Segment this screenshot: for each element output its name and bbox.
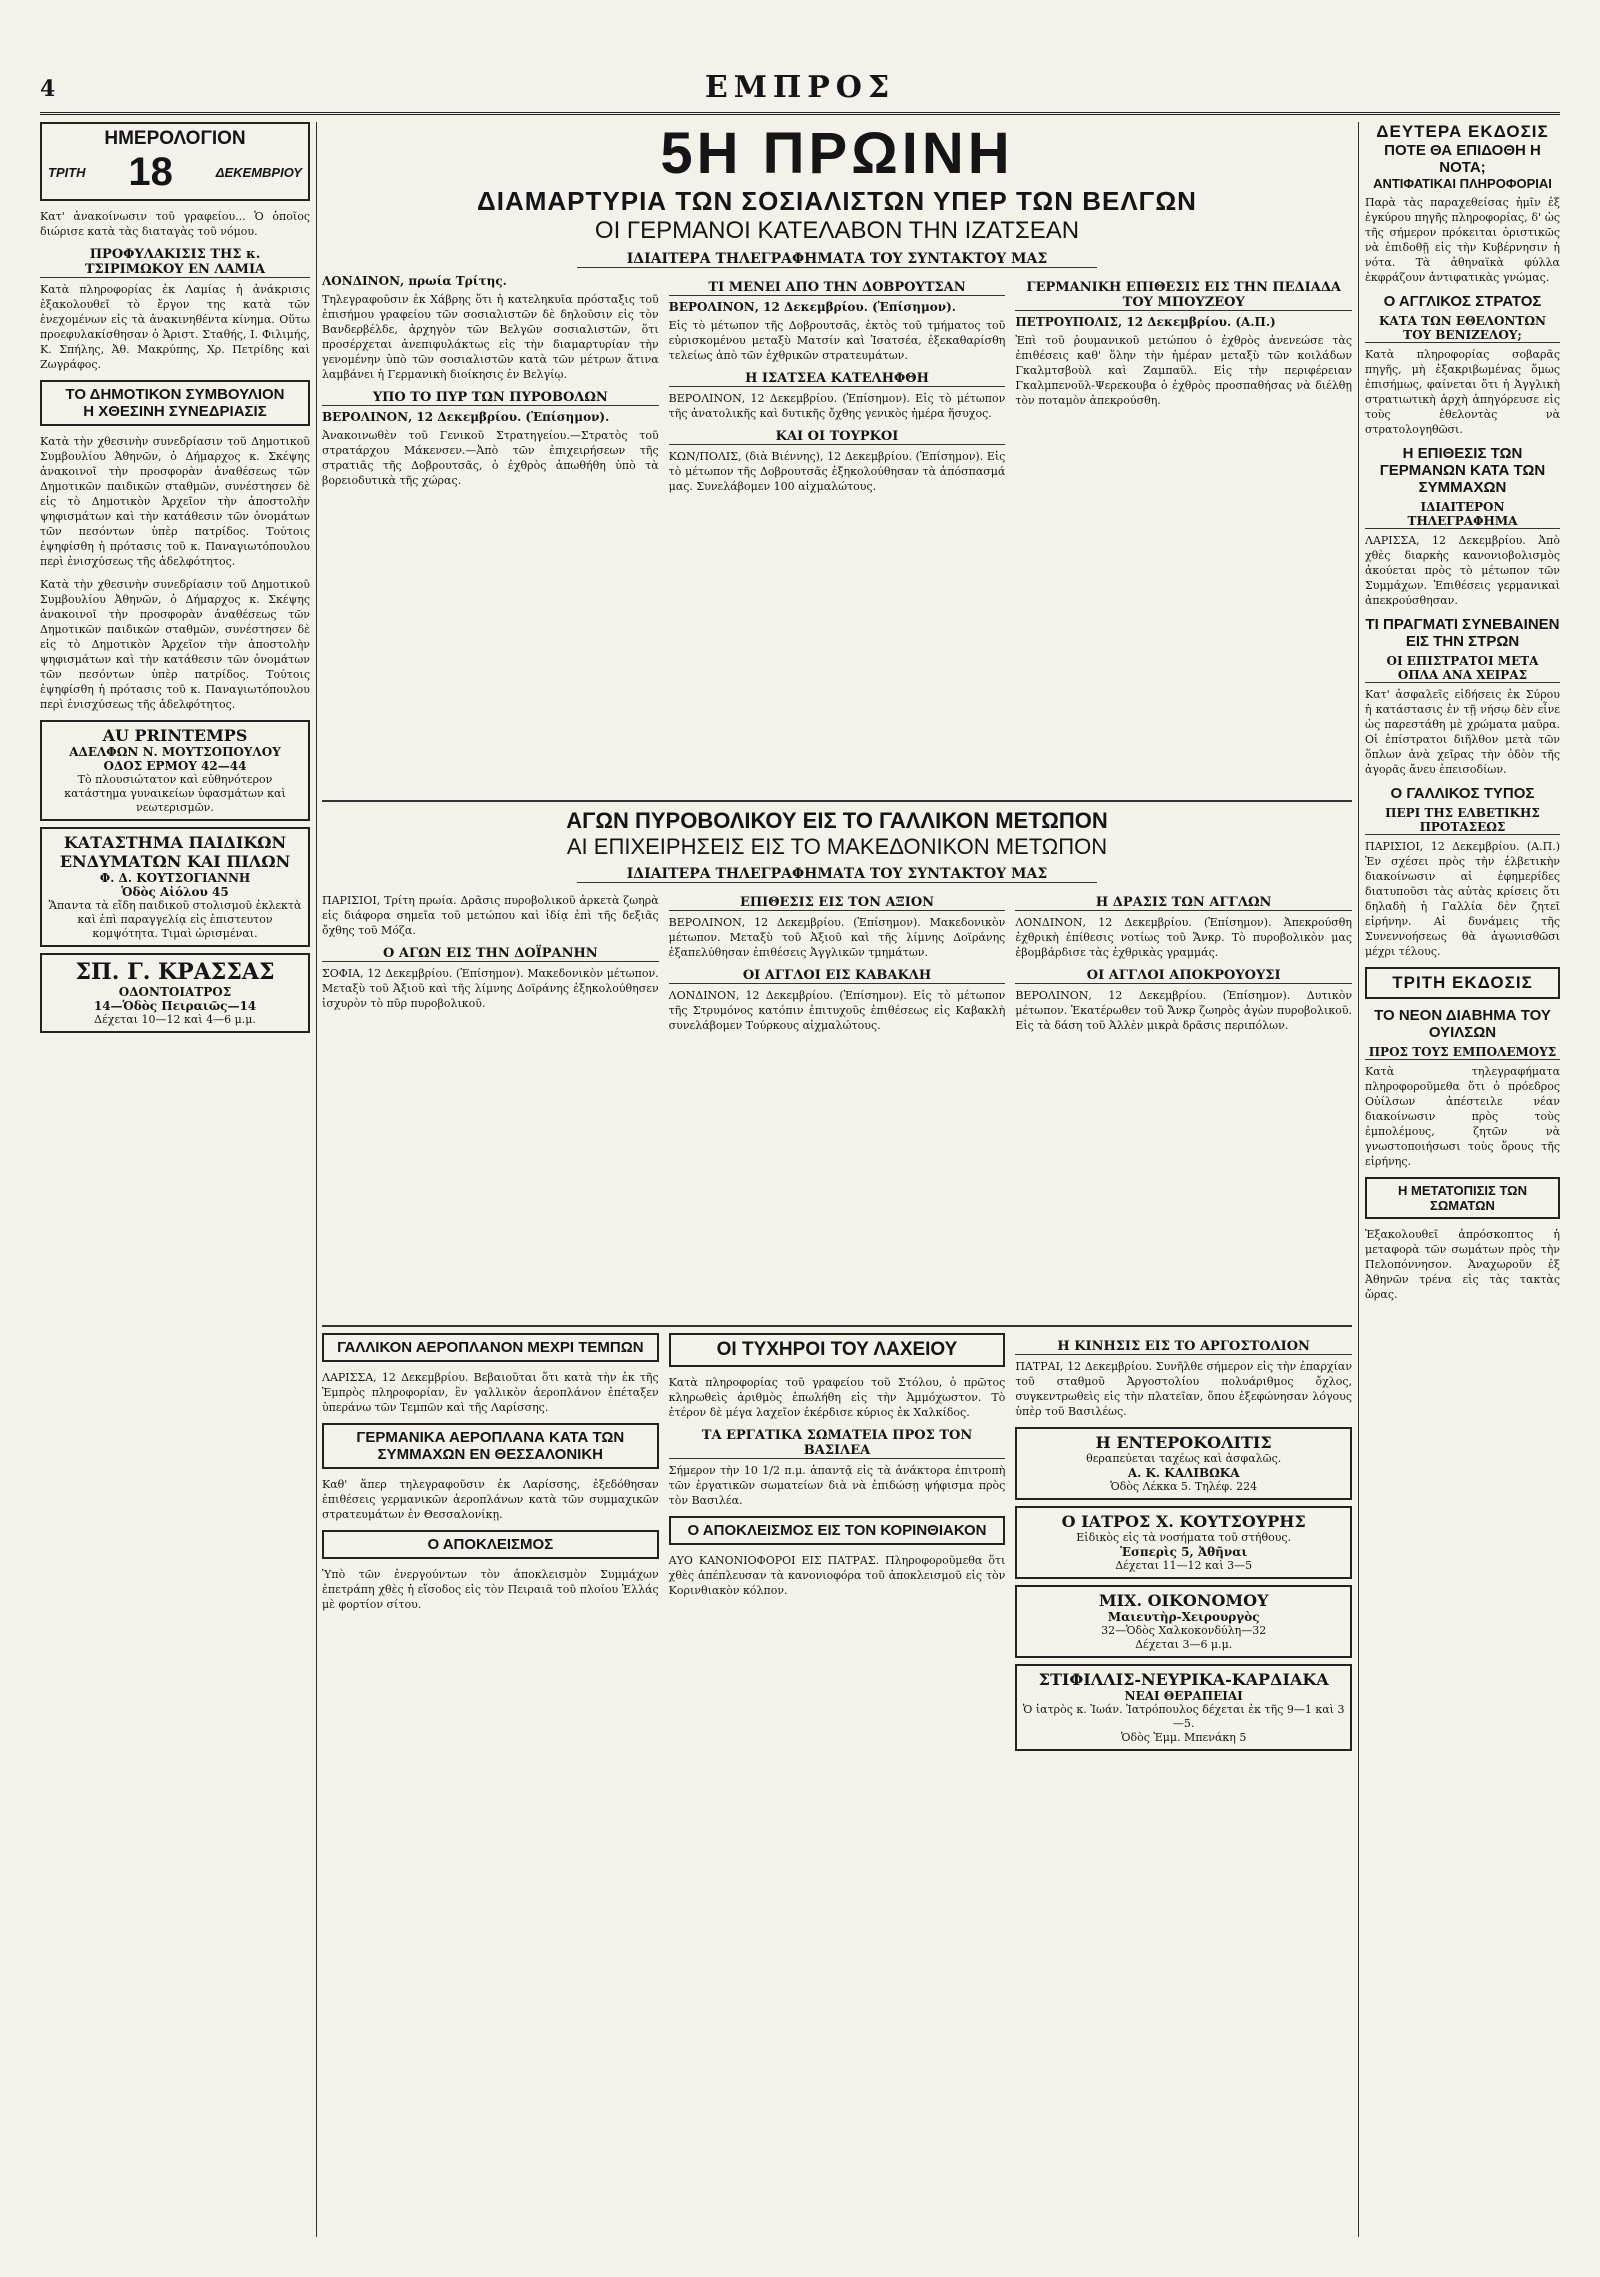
ad-obstetrician bbox=[1015, 1585, 1352, 1658]
band-col-3 bbox=[1015, 889, 1352, 1319]
news-col-3 bbox=[1015, 274, 1352, 794]
article-headline: ΠΟΤΕ ΘΑ ΕΠΙΔΟΘΗ Η ΝΟΤΑ; bbox=[1384, 142, 1541, 176]
article-body: ΛΟΝΔΙΝΟΝ, 12 Δεκεμβρίου. (Ἐπίσημον). Ἀπεκρούσθη ἐχθρικὴ ἐπίθεσις νοτίως τοῦ Ἄνκρ. Τὸ πυροβολικὸν μας ἐβομβάρδισε τὰς ἐχθρικὰς γραμμάς. bbox=[1015, 916, 1352, 959]
calendar-date: 18 bbox=[128, 150, 173, 194]
calendar-box bbox=[40, 122, 310, 201]
ad-doctor bbox=[1015, 1506, 1352, 1579]
ad-owner: Φ. Δ. ΚΟΥΤΣΟΓΙΑΝΝΗ bbox=[99, 871, 251, 885]
article-headline: Η ΚΙΝΗΣΙΣ ΕΙΣ ΤΟ ΑΡΓΟΣΤΟΛΙΟΝ bbox=[1015, 1339, 1352, 1355]
band-headline-1: ΑΓΩΝ ΠΥΡΟΒΟΛΙΚΟΥ ΕΙΣ ΤΟ ΓΑΛΛΙΚΟΝ ΜΕΤΩΠΟΝ bbox=[566, 808, 1108, 833]
ad-text: Εἰδικὸς εἰς τὰ νοσήματα τοῦ στήθους. bbox=[1076, 1531, 1292, 1544]
ad-name: ΣΠ. Γ. ΚΡΑΣΣΑΣ bbox=[75, 959, 275, 985]
ad-text: Δέχεται 3—6 μ.μ. bbox=[1135, 1638, 1233, 1651]
article-headline: ΓΕΡΜΑΝΙΚΑ ΑΕΡΟΠΛΑΝΑ ΚΑΤΑ ΤΩΝ ΣΥΜΜΑΧΩΝ ΕΝ ΘΕΣΣΑΛΟΝΙΚΗ bbox=[322, 1423, 659, 1469]
calendar-title: ΗΜΕΡΟΛΟΓΙΟΝ bbox=[104, 128, 246, 149]
ad-text: Ὁ ἰατρὸς κ. Ἰωάν. Ἰατρόπουλος δέχεται ἐκ τῆς 9—1 καὶ 3—5. bbox=[1022, 1703, 1345, 1730]
divider bbox=[322, 800, 1352, 802]
article-headline: ΟΙ ΤΥΧΗΡΟΙ ΤΟΥ ΛΑΧΕΙΟΥ bbox=[669, 1333, 1006, 1367]
article-headline: ΤΑ ΕΡΓΑΤΙΚΑ ΣΩΜΑΤΕΙΑ ΠΡΟΣ ΤΟΝ ΒΑΣΙΛΕΑ bbox=[669, 1428, 1006, 1459]
arrest-body: Κατὰ πληροφορίας ἐκ Λαμίας ἡ ἀνάκρισις ἐξακολουθεῖ τὸ ἔργον της κατὰ τῶν ἐνεχομένων εἰς τὰ ἀνακινηθέντα κίνημα. Οὕτω προεφυλακίσθησαν ὁ Ἀριστ. Σταθής, Ι. Φιλιμής, Κ. Σπήλης, Ἀθ. Μακρύπης, Χρ. Πετρίδης καὶ Ζωγράφος. bbox=[40, 283, 310, 371]
lower-col-3 bbox=[1015, 1333, 1352, 1757]
article-body: Σήμερον τὴν 10 1/2 π.μ. ἀπαντᾷ εἰς τὰ ἀνάκτορα ἐπιτροπὴ τῶν ἐργατικῶν σωματείων διὰ νὰ ἐπιδώσῃ ψήφισμα πρὸς τὸν Βασιλέα. bbox=[668, 1464, 1006, 1507]
news-col-2 bbox=[669, 274, 1006, 794]
edition-title: 5Η ΠΡΩΙΝΗ bbox=[660, 122, 1014, 186]
article-body: ΠΑΤΡΑΙ, 12 Δεκεμβρίου. Συνῆλθε σήμερον εἰς τὴν ἐπαρχίαν τοῦ σταθμοῦ Ἀργοστολίου πολυάριθμος ὄχλος, συγκεντρωθεὶς εἰς τὴν πλατεῖαν, ὅπου ἐξεφώνησαν λόγους ὑπὲρ τοῦ Βασιλέως. bbox=[1015, 1360, 1352, 1418]
center-block bbox=[322, 122, 1352, 2232]
article-headline: Ο ΑΠΟΚΛΕΙΣΜΟΣ bbox=[322, 1530, 659, 1559]
special-telegrams: ΙΔΙΑΙΤΕΡΑ ΤΗΛΕΓΡΑΦΗΜΑΤΑ ΤΟΥ ΣΥΝΤΑΚΤΟΥ ΜΑΣ bbox=[577, 251, 1097, 268]
article-headline: ΤΙ ΠΡΑΓΜΑΤΙ ΣΥΝΕΒΑΙΝΕΝ ΕΙΣ ΤΗΝ ΣΤΡΩΝ bbox=[1365, 616, 1560, 650]
article-subheadline: ΟΙ ΕΠΙΣΤΡΑΤΟΙ ΜΕΤΑ ΟΠΛΑ ΑΝΑ ΧΕΙΡΑΣ bbox=[1365, 654, 1560, 683]
article-subheadline: ΠΡΟΣ ΤΟΥΣ ΕΜΠΟΛΕΜΟΥΣ bbox=[1365, 1045, 1560, 1060]
dateline: ΛΟΝΔΙΝΟΝ, πρωία Τρίτης. bbox=[322, 274, 507, 288]
article-body: ΠΑΡΙΣΙΟΙ, Τρίτη πρωία. Δρᾶσις πυροβολικοῦ ἀρκετὰ ζωηρὰ εἰς διάφορα σημεῖα τοῦ μετώπου καὶ ἰδίᾳ ἐπὶ τῆς δεξιᾶς ὄχθης τοῦ Μόζα. bbox=[322, 894, 659, 937]
article-subheadline: ΑΝΤΙΦΑΤΙΚΑΙ ΠΛΗΡΟΦΟΡΙΑΙ bbox=[1373, 176, 1552, 191]
ad-name: Ο ΙΑΤΡΟΣ Χ. ΚΟΥΤΣΟΥΡΗΣ bbox=[1061, 1512, 1306, 1531]
lower-col-1 bbox=[322, 1333, 659, 1757]
article-headline: ΟΙ ΑΓΓΛΟΙ ΕΙΣ ΚΑΒΑΚΛΗ bbox=[669, 968, 1006, 984]
ad-address: Ὁδὸς Λέκκα 5. Τηλέφ. 224 bbox=[1110, 1480, 1258, 1493]
band-col-1 bbox=[322, 889, 659, 1319]
ad-name: AU PRINTEMPS bbox=[102, 726, 248, 745]
column-rule bbox=[1358, 122, 1359, 2237]
ad-address: Ὁδὸς Ἐμμ. Μπενάκη 5 bbox=[1121, 1731, 1247, 1744]
ad-au-printemps bbox=[40, 720, 310, 821]
dateline: ΒΕΡΟΛΙΝΟΝ, 12 Δεκεμβρίου. (Ἐπίσημον). bbox=[668, 300, 956, 314]
news-columns-middle bbox=[322, 889, 1352, 1319]
article-body: Ἐξακολουθεῖ ἀπρόσκοπτος ἡ μεταφορὰ τῶν σωμάτων πρὸς τὴν Πελοπόννησον. Ἀναχωροῦν ἐξ Ἀθηνῶν τρένα εἰς τὰς τακτὰς ὥρας. bbox=[1365, 1228, 1560, 1301]
band-headline-2: ΑΙ ΕΠΙΧΕΙΡΗΣΕΙΣ ΕΙΣ ΤΟ ΜΑΚΕΔΟΝΙΚΟΝ ΜΕΤΩΠΟΝ bbox=[566, 834, 1108, 859]
article-body: ΠΑΡΙΣΙΟΙ, 12 Δεκεμβρίου. (Α.Π.) Ἐν σχέσει πρὸς τὴν ἐλβετικὴν διακοίνωσιν αἱ ἐφημερίδες διατυποῦσι τὰς αὐτὰς κρίσεις ὅτι δηλαδὴ ἡ Γαλλία δὲν ζητεῖ εἰρήνην. Αἱ δυνάμεις τῆς Συνεννοήσεως θὰ ἀγωνισθῶσι μέχρι τέλους. bbox=[1365, 840, 1560, 958]
ad-owner: Ἑσπερὶς 5, Ἀθῆναι bbox=[1120, 1545, 1248, 1559]
ad-name: Η ΕΝΤΕΡΟΚΟΛΙΤΙΣ bbox=[1095, 1433, 1272, 1452]
article-body: Καθ' ἅπερ τηλεγραφοῦσιν ἐκ Λαρίσσης, ἐξεδόθησαν ἐπιθέσεις γερμανικῶν ἀεροπλάνων κατὰ τῶν συμμαχικῶν στρατευμάτων ἐν Θεσσαλονίκῃ. bbox=[322, 1478, 659, 1521]
divider bbox=[322, 1325, 1352, 1327]
ad-address: ΟΔΟΣ ΕΡΜΟΥ 42—44 bbox=[103, 759, 247, 773]
ad-dentist bbox=[40, 953, 310, 1033]
council-box bbox=[40, 380, 310, 426]
ad-name: ΣΤΙΦΙΛΛΙΣ-ΝΕΥΡΙΚΑ-ΚΑΡΔΙΑΚΑ bbox=[1038, 1670, 1329, 1689]
article-subheadline: ΠΕΡΙ ΤΗΣ ΕΛΒΕΤΙΚΗΣ ΠΡΟΤΑΣΕΩΣ bbox=[1365, 806, 1560, 835]
dateline: ΠΕΤΡΟΥΠΟΛΙΣ, 12 Δεκεμβρίου. (Α.Π.) bbox=[1015, 315, 1276, 329]
article-headline: ΚΑΙ ΟΙ ΤΟΥΡΚΟΙ bbox=[669, 429, 1006, 445]
article-body: ΛΟΝΔΙΝΟΝ, 12 Δεκεμβρίου. (Ἐπίσημον). Εἰς τὸ μέτωπον τῆς Στρυμόνος κατόπιν ἐπιτυχοῦς ἐπιθέσεως εἰς Καβακλὴ συνελάβομεν Τούρκους αἰχμαλώτους. bbox=[668, 989, 1006, 1032]
article-body: ΣΟΦΙΑ, 12 Δεκεμβρίου. (Ἐπίσημον). Μακεδονικὸν μέτωπον. Μεταξὺ τοῦ Ἀξιοῦ καὶ τῆς λίμνης Δοϊράνης ἐξηκολούθησεν ἰσχυρὸν τὸ πῦρ πυροβολικοῦ. bbox=[322, 967, 659, 1010]
ad-owner: ΑΔΕΛΦΩΝ Ν. ΜΟΥΤΣΟΠΟΥΛΟΥ bbox=[69, 745, 281, 759]
ad-owner: Μαιευτὴρ-Χειρουργὸς bbox=[1107, 1610, 1260, 1624]
article-body: ΑΥΟ ΚΑΝΟΝΙΟΦΟΡΟΙ ΕΙΣ ΠΑΤΡΑΣ. Πληροφοροῦμεθα ὅτι χθὲς ἀπέπλευσαν τὰ κανονιοφόρα τοῦ ἀποκλεισμοῦ εἰς τὸν Κορινθιακὸν κόλπον. bbox=[668, 1554, 1006, 1597]
article-headline: ΤΟ ΝΕΟΝ ΔΙΑΒΗΜΑ ΤΟΥ ΟΥΙΛΣΩΝ bbox=[1374, 1007, 1551, 1041]
article-body: ΛΑΡΙΣΣΑ, 12 Δεκεμβρίου. Ἀπὸ χθὲς διαρκὴς κανονιοβολισμὸς ἀκούεται πρὸς τὸ μέτωπον τῶν Συμμάχων. Ἐπιθέσεις γερμανικαὶ ἀπεκρούσθησαν. bbox=[1365, 534, 1560, 607]
ad-address: Ὁδὸς Αἰόλου 45 bbox=[121, 885, 229, 899]
article-body: ΒΕΡΟΛΙΝΟΝ, 12 Δεκεμβρίου. (Ἐπίσημον). Δυτικὸν μέτωπον. Ἑκατέρωθεν τοῦ Ἄνκρ ζωηρὸς ἀγὼν πυροβολικοῦ. Εἰς τὰ δάση τοῦ Ἀλλὲν μικρὰ δρᾶσις περιπόλων. bbox=[1015, 989, 1352, 1032]
left-snippet: Κατ' ἀνακοίνωσιν τοῦ γραφείου... Ὁ ὁποῖος διώρισε κατὰ τὰς διαταγὰς τοῦ νόμου. bbox=[40, 210, 310, 238]
article-body: Εἰς τὸ μέτωπον τῆς Δοβρουτσᾶς, ἐκτὸς τοῦ τμήματος τοῦ εὑρισκομένου μεταξὺ Ματσίν καὶ Ἰσατσέα, ἐξεκαθαρίσθη τελείως ἀπὸ τῶν ἐχθρικῶν στρατευμάτων. bbox=[668, 319, 1006, 362]
article-headline: Η ΙΣΑΤΣΕΑ ΚΑΤΕΛΗΦΘΗ bbox=[669, 371, 1006, 387]
ad-text: Τὸ πλουσιώτατον καὶ εὐθηνότερον κατάστημα γυναικείων ὑφασμάτων καὶ νεωτερισμῶν. bbox=[64, 773, 286, 814]
article-headline: Η ΜΕΤΑΤΟΠΙΣΙΣ ΤΩΝ ΣΩΜΑΤΩΝ bbox=[1365, 1177, 1560, 1219]
article-body: Κατὰ πληροφορίας σοβαρᾶς πηγῆς, μὴ ἐξακριβωμένας ὅμως ἐπισήμως, φαίνεται ὅτι ἡ Ἀγγλικὴ στρατιωτικὴ ἀρχὴ ἀπηγόρευσε εἰς τοὺς ἐθελοντὰς νὰ στρατολογηθῶσι. bbox=[1365, 348, 1560, 436]
article-headline: Ο ΑΠΟΚΛΕΙΣΜΟΣ ΕΙΣ ΤΟΝ ΚΟΡΙΝΘΙΑΚΟΝ bbox=[669, 1516, 1006, 1545]
ad-address: 32—Ὁδὸς Χαλκοκονδύλη—32 bbox=[1101, 1624, 1267, 1637]
article-body: Κατ' ἀσφαλεῖς εἰδήσεις ἐκ Σύρου ἡ κατάστασις ἐν τῇ νήσῳ δὲν εἶνε ὡς παρεστάθη μὲ χρώματα μαῦρα. Οἱ ἐπίστρατοι διῆλθον μετὰ τῶν ὅπλων ἀνὰ χεῖρας τὴν ὁδὸν τῆς ἀγορᾶς ἄνευ ἐπεισοδίων. bbox=[1365, 688, 1560, 776]
news-columns-top bbox=[322, 274, 1352, 794]
article-body: ΛΑΡΙΣΣΑ, 12 Δεκεμβρίου. Βεβαιοῦται ὅτι κατὰ τὴν ἐκ τῆς Ἐμπρὸς πληροφορίαν, ἓν γαλλικὸν ἀεροπλάνον ἐπέταξεν ὑπεράνω τῶν Τεμπῶν καὶ τῆς Λαρίσσης. bbox=[322, 1371, 659, 1414]
news-col-1 bbox=[322, 274, 659, 794]
article-headline: ΓΑΛΛΙΚΟΝ ΑΕΡΟΠΛΑΝΟΝ ΜΕΧΡΙ ΤΕΜΠΩΝ bbox=[322, 1333, 659, 1362]
third-edition-title: ΤΡΙΤΗ ΕΚΔΟΣΙΣ bbox=[1365, 967, 1560, 999]
dateline: ΒΕΡΟΛΙΝΟΝ, 12 Δεκεμβρίου. (Ἐπίσημον). bbox=[322, 410, 610, 424]
page-number: 4 bbox=[40, 76, 56, 102]
article-body: Κατὰ τηλεγραφήματα πληροφοροῦμεθα ὅτι ὁ πρόεδρος Οὐίλσων ἀπέστειλε νέαν διακοίνωσιν πρὸς τοὺς ἐμπολέμους, ζητῶν νὰ γνωστοποιήσωσι τοὺς ὅρους τῆς εἰρήνης. bbox=[1365, 1065, 1560, 1168]
ad-enterocolitis bbox=[1015, 1427, 1352, 1500]
newspaper-name: ΕΜΠΡΟΣ bbox=[704, 70, 896, 105]
article-headline: ΟΙ ΑΓΓΛΟΙ ΑΠΟΚΡΟΥΟΥΣΙ bbox=[1015, 968, 1352, 984]
main-headline: ΔΙΑΜΑΡΤΥΡΙΑ ΤΩΝ ΣΟΣΙΑΛΙΣΤΩΝ ΥΠΕΡ ΤΩΝ ΒΕΛΓΩΝ bbox=[477, 186, 1197, 216]
article-headline: Ο ΓΑΛΛΙΚΟΣ ΤΥΠΟΣ bbox=[1390, 785, 1535, 802]
council-headline: ΤΟ ΔΗΜΟΤΙΚΟΝ ΣΥΜΒΟΥΛΙΟΝ bbox=[65, 386, 285, 403]
band-special: ΙΔΙΑΙΤΕΡΑ ΤΗΛΕΓΡΑΦΗΜΑΤΑ ΤΟΥ ΣΥΝΤΑΚΤΟΥ ΜΑΣ bbox=[577, 866, 1097, 883]
main-subheadline: ΟΙ ΓΕΡΜΑΝΟΙ ΚΑΤΕΛΑΒΟΝ ΤΗΝ ΙΖΑΤΣΕΑΝ bbox=[594, 217, 1080, 244]
masthead bbox=[40, 70, 1560, 115]
right-column bbox=[1365, 122, 1560, 2232]
ad-name: ΚΑΤΑΣΤΗΜΑ ΠΑΙΔΙΚΩΝ ΕΝΔΥΜΑΤΩΝ ΚΑΙ ΠΙΛΩΝ bbox=[59, 833, 291, 871]
article-body: Τηλεγραφοῦσιν ἐκ Χάβρης ὅτι ἡ κατεληκυῖα πρόσταξις τοῦ ἐπισήμου γραφείου τῶν σοσιαλιστῶν δὲ δηλοῦσιν εἰς τὸν Βανδερβέλδε, ἀρχηγὸν τῶν Βελγῶν σοσιαλιστῶν, ὅτι προσέρχεται ἀνεπιφυλάκτως εἰς τὴν διαμαρτυρίαν τὴν γενομένην ὑπὸ τῶν σοσιαλιστῶν κατὰ τῶν μέτρων ἅτινα λαμβάνει ἡ Γερμανικὴ διοίκησις ἐν Βελγίῳ. bbox=[322, 293, 659, 381]
article-body: ΚΩΝ/ΠΟΛΙΣ, (διὰ Βιέννης), 12 Δεκεμβρίου. (Ἐπίσημον). Εἰς τὸ μέτωπον τῆς Δοβρουτσᾶς ἐξηκολούθησαν τὰ ἀπόσπασμά μας. Συνελάβομεν 100 αἰχμαλώτους. bbox=[668, 450, 1006, 493]
council-body-continued: Κατὰ τὴν χθεσινὴν συνεδρίασιν τοῦ Δημοτικοῦ Συμβουλίου Ἀθηνῶν, ὁ Δήμαρχος κ. Σκέψης ἀνακοινοῖ τὴν προσφορὰν ἀναθέσεως τῶν Δημοτικῶν παιδικῶν σταθμῶν, συνέστησεν δὲ εἰς τὸ Δημοτικὸν Ἀρχεῖον τὴν ἀποστολὴν ψηφισμάτων καὶ τὴν κατάθεσιν τῶν ὀνομάτων τῶν πεσόντων ὑπὲρ πατρίδος. Τούτοις ἐψηφίσθη ἡ πρότασις τοῦ κ. Παναγιωτόπουλου περὶ ἐνισχύσεως τῆς ἀδελφότητος. bbox=[40, 578, 310, 711]
article-subheadline: ΙΔΙΑΙΤΕΡΟΝ ΤΗΛΕΓΡΑΦΗΜΑ bbox=[1365, 500, 1560, 529]
left-column bbox=[40, 122, 310, 2232]
article-body: ΒΕΡΟΛΙΝΟΝ, 12 Δεκεμβρίου. (Ἐπίσημον). Μακεδονικὸν μέτωπον. Μεταξὺ τοῦ Ἀξιοῦ καὶ τῆς λίμνης Δοϊράνης ἐξαπελύθησαν ἐπιθέσεις Ἀγγλικῶν τμημάτων. bbox=[668, 916, 1006, 959]
article-headline: ΓΕΡΜΑΝΙΚΗ ΕΠΙΘΕΣΙΣ ΕΙΣ ΤΗΝ ΠΕΔΙΑΔΑ ΤΟΥ ΜΠΟΥΖΕΟΥ bbox=[1015, 280, 1352, 311]
calendar-month: ΔΕΚΕΜΒΡΙΟΥ bbox=[215, 165, 302, 180]
arrest-headline: ΠΡΟΦΥΛΑΚΙΣΙΣ ΤΗΣ κ. ΤΣΙΡΙΜΩΚΟΥ ΕΝ ΛΑΜΙΑ bbox=[40, 247, 310, 278]
article-headline: Ο ΑΓΩΝ ΕΙΣ ΤΗΝ ΔΟΪΡΑΝΗΝ bbox=[322, 946, 659, 962]
council-subheadline: Η ΧΘΕΣΙΝΗ ΣΥΝΕΔΡΙΑΣΙΣ bbox=[83, 403, 267, 420]
ad-address: 14—Ὁδὸς Πειραιῶς—14 bbox=[93, 999, 257, 1013]
ad-owner: ΟΔΟΝΤΟΙΑΤΡΟΣ bbox=[118, 985, 232, 999]
article-body: ΒΕΡΟΛΙΝΟΝ, 12 Δεκεμβρίου. (Ἐπίσημον). Εἰς τὸ μέτωπον τῆς ἀνατολικῆς καὶ δυτικῆς ὄχθης γενικὸς ἡμέρα ἥσυχος. bbox=[668, 392, 1006, 420]
news-columns-bottom bbox=[322, 1333, 1352, 1757]
article-body: Ἀνακοινωθὲν τοῦ Γενικοῦ Στρατηγείου.—Στρατὸς τοῦ στρατάρχου Μάκενσεν.—Ἀπὸ τῶν ἐπιχειρήσεων τῆς στρατιᾶς τῆς Δοβρουτσᾶς, ὁ ἐχθρὸς ἀπωθήθη ὑπὸ τὰ βορειοδυτικὰ τῆς χώρας. bbox=[322, 429, 659, 487]
ad-text: Δέχεται 10—12 καὶ 4—6 μ.μ. bbox=[94, 1013, 256, 1026]
band-col-2 bbox=[669, 889, 1006, 1319]
article-body: Κατὰ πληροφορίας τοῦ γραφείου τοῦ Στόλου, ὁ πρῶτος κληρωθεὶς ἀριθμὸς ἐπωλήθη εἰς τὴν Ἀμμόχωστον. Τὸ ἐτέρον δὲ μέγα λαχεῖον ἐκέρδισε κύριος ἐκ Χαλκίδος. bbox=[668, 1376, 1006, 1419]
article-headline: ΥΠΟ ΤΟ ΠΥΡ ΤΩΝ ΠΥΡΟΒΟΛΩΝ bbox=[322, 390, 659, 406]
article-headline: ΕΠΙΘΕΣΙΣ ΕΙΣ ΤΟΝ ΑΞΙΟΝ bbox=[669, 895, 1006, 911]
calendar-day: ΤΡΙΤΗ bbox=[48, 165, 86, 180]
article-headline: Ο ΑΓΓΛΙΚΟΣ ΣΤΡΑΤΟΣ bbox=[1383, 293, 1542, 310]
ad-owner: Α. Κ. ΚΑΛΙΒΩΚΑ bbox=[1127, 1466, 1240, 1480]
lower-col-2 bbox=[669, 1333, 1006, 1757]
article-body: Ὑπὸ τῶν ἐνεργούντων τὸν ἀποκλεισμὸν Συμμάχων ἐπετράπη χθὲς ἡ εἴσοδος εἰς τὸν Πειραιᾶ τοῦ πλοίου Ἑλλάς μὲ φορτίον σίτου. bbox=[322, 1568, 659, 1611]
ad-text: Ἅπαντα τὰ εἴδη παιδικοῦ στολισμοῦ ἐκλεκτὰ καὶ ἐπὶ παραγγελίᾳ εἰς ἐπιστευτον κομψότητα. Τιμαὶ ὡρισμέναι. bbox=[48, 899, 302, 940]
article-headline: Η ΔΡΑΣΙΣ ΤΩΝ ΑΓΓΛΩΝ bbox=[1015, 895, 1352, 911]
article-body: Παρὰ τὰς παραχεθείσας ἡμῖν ἐξ ἐγκύρου πηγῆς πληροφορίας, δ' ὡς τῆς σήμερον πρόκειται ὁριστικῶς νὰ ἐπιδοθῇ εἰς τὴν Κυβέρνησιν ἡ νότα. Τὰ ἀθηναϊκὰ φύλλα ἐκφράζουν ἀντιφατικὰς γνώμας. bbox=[1365, 196, 1560, 284]
ad-name: ΜΙΧ. ΟΙΚΟΝΟΜΟΥ bbox=[1098, 1591, 1269, 1610]
second-edition-title: ΔΕΥΤΕΡΑ ΕΚΔΟΣΙΣ bbox=[1376, 122, 1549, 141]
ad-text: θεραπεύεται ταχέως καὶ ἀσφαλῶς. bbox=[1086, 1452, 1282, 1465]
council-body: Κατὰ τὴν χθεσινὴν συνεδρίασιν τοῦ Δημοτικοῦ Συμβουλίου Ἀθηνῶν, ὁ Δήμαρχος κ. Σκέψης ἀνακοινοῖ τὴν προσφορὰν ἀναθέσεως τῶν Δημοτικῶν παιδικῶν σταθμῶν, συνέστησεν δὲ εἰς τὸ Δημοτικὸν Ἀρχεῖον τὴν ἀποστολὴν ψηφισμάτων καὶ τὴν κατάθεσιν τῶν ὀνομάτων τῶν πεσόντων ὑπὲρ πατρίδος. Τούτοις ἐψηφίσθη ἡ πρότασις τοῦ κ. Παναγιωτόπουλου περὶ ἐνισχύσεως τῆς ἀδελφότητος. bbox=[40, 435, 310, 568]
article-headline: ΤΙ ΜΕΝΕΙ ΑΠΟ ΤΗΝ ΔΟΒΡΟΥΤΣΑΝ bbox=[669, 280, 1006, 296]
ad-address: Δέχεται 11—12 καὶ 3—5 bbox=[1115, 1559, 1253, 1572]
column-rule bbox=[316, 122, 317, 2237]
article-subheadline: ΚΑΤΑ ΤΩΝ ΕΘΕΛΟΝΤΩΝ ΤΟΥ ΒΕΝΙΖΕΛΟΥ; bbox=[1365, 314, 1560, 343]
ad-children-clothing bbox=[40, 827, 310, 947]
ad-therapies bbox=[1015, 1664, 1352, 1751]
article-headline: Η ΕΠΙΘΕΣΙΣ ΤΩΝ ΓΕΡΜΑΝΩΝ ΚΑΤΑ ΤΩΝ ΣΥΜΜΑΧΩΝ bbox=[1379, 445, 1546, 496]
article-body: Ἐπὶ τοῦ ῥουμανικοῦ μετώπου ὁ ἐχθρὸς ἀνενεώσε τὰς ἐπιθέσεις καθ' ὅλην τὴν ἡμέραν μεταξὺ τῶν κοιλάδων Γκαλμτσβοὺλ καὶ Ζαμπαῦλ. Εἰς τὴν περιφέρειαν Γκαλμπενοῦλ-Ψερεκουβα ὁ ἐχθρὸς προσπαθήσας νὰ διέλθῃ τὸν ποταμὸν ἀπεκρούσθη. bbox=[1015, 334, 1352, 407]
ad-owner: ΝΕΑΙ ΘΕΡΑΠΕΙΑΙ bbox=[1124, 1689, 1243, 1703]
